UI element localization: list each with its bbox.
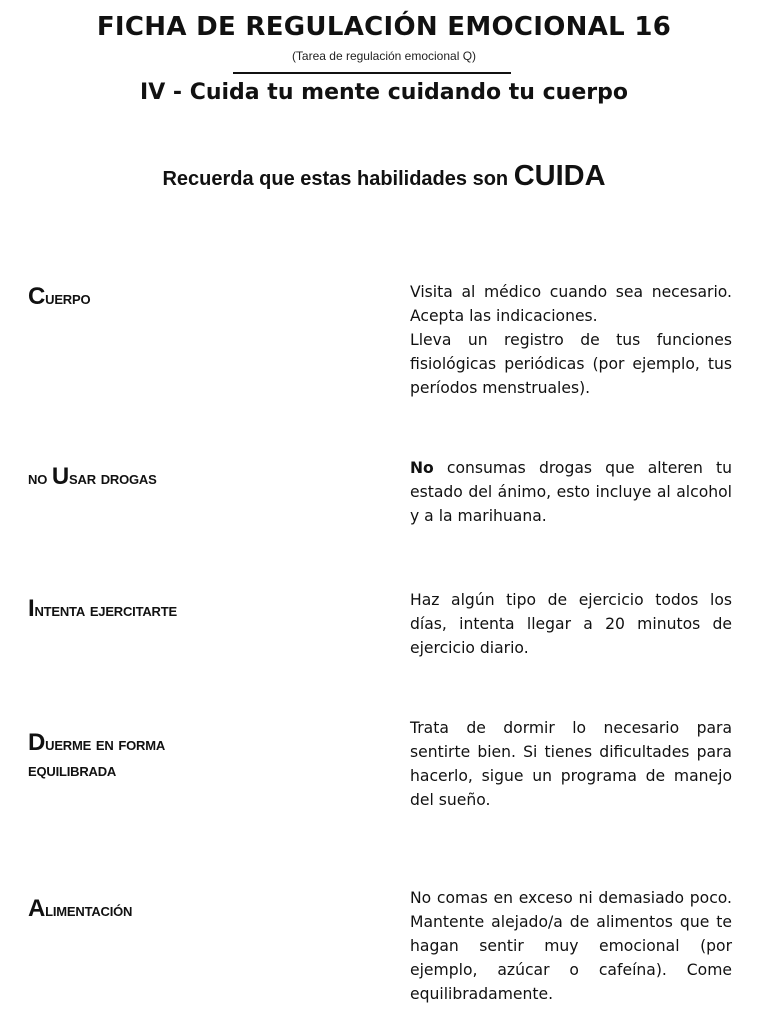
section-title: IV - Cuida tu mente cuidando tu cuerpo — [140, 80, 628, 105]
reminder-acronym: CUIDA — [513, 160, 606, 192]
reminder-text: Recuerda que estas habilidades son — [162, 168, 509, 190]
skill-name-line2: equilibrada — [28, 760, 117, 780]
skill-name-duerme — [28, 730, 165, 783]
skill-name-rest: uerme en forma — [45, 734, 166, 754]
description-paragraph: No comas en exceso ni demasiado poco. Mantente alejado/a de alimentos que te hagan sentir muy emocional (por ejemplo, azúcar o cafeína). Come equilibradamente. — [410, 889, 732, 1003]
description-paragraph — [410, 456, 732, 528]
worksheet-title: FICHA DE REGULACIÓN EMOCIONAL 16 — [96, 12, 672, 42]
description-paragraph: Trata de dormir lo necesario para sentirte bien. Si tienes dificultades para hacerlo, sigue un programa de manejo del sueño. — [410, 719, 732, 809]
description-text: consumas drogas que alteren tu estado del ánimo, esto incluye al alcohol y a la marihuana. — [410, 459, 732, 525]
skill-name-prefix: no — [28, 468, 52, 488]
skill-name-rest: uerpo — [45, 288, 91, 308]
description-paragraph: Lleva un registro de tus funciones fisiológicas periódicas (por ejemplo, tus períodos menstruales). — [410, 331, 732, 397]
description-paragraph: Haz algún tipo de ejercicio todos los días, intenta llegar a 20 minutos de ejercicio diario. — [410, 591, 732, 657]
skill-initial: C — [28, 283, 46, 310]
skill-name-rest: sar drogas — [69, 468, 157, 488]
skill-name-no-usar-drogas — [28, 464, 157, 491]
description-paragraph: Visita al médico cuando sea necesario. Acepta las indicaciones. — [410, 283, 732, 325]
skill-name-alimentacion — [28, 896, 132, 923]
skill-description-alimentacion — [410, 886, 732, 1006]
skill-name-intenta-ejercitarte — [28, 596, 177, 623]
skill-description-no-usar-drogas — [410, 456, 732, 528]
title-underline — [233, 72, 511, 74]
skill-initial: D — [28, 729, 46, 756]
worksheet-subtitle: (Tarea de regulación emocional Q) — [291, 49, 477, 63]
skill-description-cuerpo — [410, 280, 732, 400]
skill-description-intenta-ejercitarte — [410, 588, 732, 660]
description-bold-word: No — [410, 459, 434, 477]
skill-initial: I — [28, 595, 35, 622]
skill-initial: U — [51, 463, 70, 490]
skill-name-rest: limentación — [45, 900, 133, 920]
skill-description-duerme — [410, 716, 732, 812]
skill-initial: A — [28, 895, 46, 922]
skill-name-rest: ntenta ejercitarte — [34, 600, 177, 620]
skill-name-cuerpo — [28, 284, 90, 311]
reminder-line — [0, 160, 768, 193]
